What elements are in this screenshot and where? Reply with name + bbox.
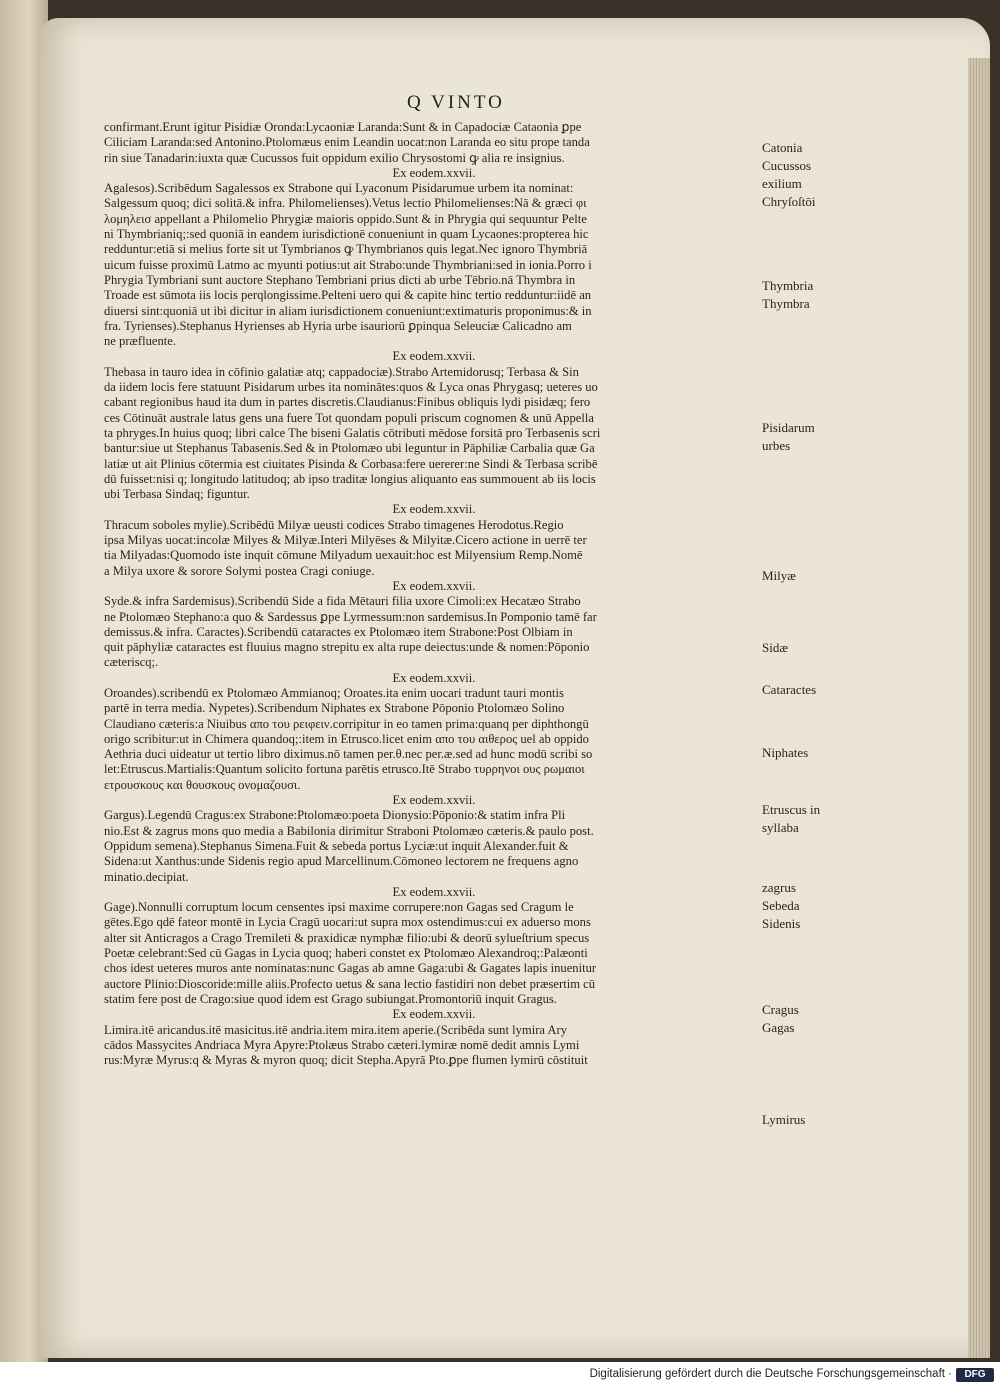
margin-note: Sidæ — [762, 640, 789, 655]
dfg-logo: DFG — [956, 1368, 994, 1382]
text-line: auctore Plinio:Dioscoride:mille aliis.Profecto uetus & sana lectio fastidiri non debet præsertim cū — [104, 976, 596, 991]
text-line: ni Thymbrianiq;:sed quoniā in eandem iurisdictionē conueniunt in quam Lycaones:propterea hic — [104, 227, 589, 242]
text-line: Thracum soboles mylie).Scribēdū Milyæ ueusti codices Strabo timagenes Herodotus.Regio — [104, 517, 564, 532]
margin-note: Lymirus — [762, 1112, 806, 1127]
margin-note: Gagas — [762, 1020, 795, 1035]
text-line: cādos Massycites Andriaca Myra Apyre:Ptolæus Strabo cæteri.lymiræ nomē dedit amnis Lymi — [104, 1037, 580, 1052]
text-line: uicum fuisse proximū Latmo ac myunti potius:ut ait Strabo:unde Thymbriani:sed in ionia.Porro i — [104, 257, 592, 272]
text-line: minatio.decipiat. — [104, 869, 189, 884]
text-line: diuersi sint:quoniā ut ibi dicitur in aliam iurisdictionem conueniunt:extimaturis proponimus:& in — [104, 303, 592, 318]
margin-note: Milyæ — [762, 568, 796, 583]
text-line: ta phryges.In huius quoq; libri calce The biseni Galatis cōtributi mēdose forsitā pro Terbasenis scri — [104, 425, 601, 440]
text-line: origo scribitur:ut in Chimera quandoq;:item in Etrusco.licet enim απο του αιθερος uel ab oppido — [104, 731, 589, 746]
text-line: ces Cōtinuāt australe latus gens una fuere Tot quondam populi priscum cognomen & unū Appella — [104, 410, 594, 425]
text-line: nio.Est & zagrus mons quo media a Babilonia dirimitur Straboni Ptolomæo cæteris.& paulo post. — [104, 823, 594, 838]
text-line: quit pāphyliæ cataractes est fluuius magno strepitu ex alta rupe deiectus:unde & nomen:Pōponio — [104, 640, 590, 655]
margin-note: zagrus — [762, 880, 796, 895]
margin-note: Thymbria — [762, 278, 814, 293]
margin-note: Chryſoſtōi — [762, 194, 816, 209]
text-line: Ciliciam Laranda:sed Antonino.Ptolomæus enim Leandin uocat:non Laranda eo situ prope tanda — [104, 135, 590, 150]
text-line: ubi Terbasa Sindaq; figuntur. — [104, 487, 250, 502]
text-line: fra. Tyrienses).Stephanus Hyrienses ab Hyria urbe isauriorū ꝑpinqua Seleuciæ Calicadno am — [104, 318, 572, 333]
text-line: Gargus).Legendū Cragus:ex Strabone:Ptolomæo:poeta Dionysio:Pōponio:& statim infra Pli — [104, 808, 566, 823]
text-line: Poetæ celebrant:Sed cū Gagas in Lycia quoq; haberi constet ex Ptolomæo Alexandroq;:Palæonti — [104, 946, 588, 961]
margin-note: exilium — [762, 176, 802, 191]
text-line: Agalesos).Scribēdum Sagalessos ex Strabone qui Lyaconum Pisidarumue urbem ita nominat: — [104, 181, 574, 196]
margin-note: Catonia — [762, 140, 803, 155]
text-line: Gage).Nonnulli corruptum locum censentes ipsi maxime corrupere:non Gagas sed Cragum le — [104, 900, 574, 915]
section-heading: Ex eodem.xxvii. — [392, 793, 476, 808]
text-line: Oroandes).scribendū ex Ptolomæo Ammianoq; Oroates.ita enim uocari tradunt tauri montis — [104, 685, 564, 700]
main-text-block — [104, 120, 764, 1068]
section-heading: Ex eodem.xxvii. — [392, 165, 476, 180]
text-line: a Milya uxore & sorore Solymi postea Cragi coniuge. — [104, 563, 375, 578]
margin-note: Etruscus in — [762, 802, 821, 817]
margin-note: Niphates — [762, 745, 809, 760]
text-line: gētes.Ego qdē fateor montē in Lycia Cragū uocari:ut supra mox ostendimus:cui ex aduerso mons — [104, 915, 591, 930]
margin-note: Sidenis — [762, 916, 801, 931]
text-line: Claudiano cæteris:a Niuibus απο του ρειφειν.corripitur in eo tamen prima:quanq per diphthongū — [104, 716, 589, 731]
text-line: ne præfluente. — [104, 334, 177, 349]
text-line: partē in terra media. Nypetes).Scribendum Niphates ex Strabone Pōponio Ptolomæo Solino — [104, 701, 565, 716]
text-line: da iidem locis fere statuunt Pisidarum urbes ita nominātes:quos & Lyca onas Phrygasq; ueteres uo — [104, 380, 598, 395]
margin-note: Sebeda — [762, 898, 800, 913]
margin-note: Cataractes — [762, 682, 817, 697]
text-line: ετρουσκους και θουσκους ονομαζουσι. — [104, 777, 301, 792]
text-line: Syde.& infra Sardemisus).Scribendū Side a fida Mētauri filia uxore Cimoli:ex Hecatæo Strabo — [104, 594, 581, 609]
margin-note: Pisidarum — [762, 420, 815, 435]
margin-note: Cucussos — [762, 158, 812, 173]
text-line: demissus.& infra. Caractes).Scribendū cataractes ex Ptolomæo item Strabone:Post Olbiam in — [104, 624, 573, 639]
page-edge-stack — [968, 58, 990, 1358]
text-line: λομηλεισ appellant a Philomelio Phrygiæ maioris oppido.Sunt & in Phrygia qui sequuntur Pelte — [104, 211, 587, 226]
section-heading: Ex eodem.xxvii. — [392, 670, 476, 685]
text-line: Salgessum quoq; dici solitā.& infra. Philomelienses).Vetus lectio Philomelienses:Nā & græci φι — [104, 196, 587, 211]
section-heading: Ex eodem.xxvii. — [392, 349, 476, 364]
text-line: cæteriscq;. — [104, 655, 159, 670]
text-line: ipsa Milyas uocat:incolæ Milyes & Milyæ.Interi Milyēses & Milyitæ.Cicero actione in uerrē ter — [104, 533, 587, 548]
section-heading: Ex eodem.xxvii. — [392, 1007, 476, 1022]
running-heading: Q VINTO — [407, 92, 505, 113]
text-line: Troade est sūmota iis locis perqlongissime.Pelteni uero qui & capite hinc tertio redduntur:iidē an — [104, 288, 592, 303]
text-line: Thebasa in tauro idea in cōfinio galatiæ atq; cappadociæ).Strabo Artemidorusq; Terbasa & Sin — [104, 364, 579, 379]
text-line: cabant regionibus haud ita dum in partes discretis.Claudianus:Finibus obliquis lydi pisidæq; fero — [104, 395, 591, 410]
section-heading: Ex eodem.xxvii. — [392, 578, 476, 593]
margin-note: Thymbra — [762, 296, 810, 311]
text-line: statim fere post de Crago:siue quod idem est Grago subiungat.Promontoriū inquit Gragus. — [104, 991, 557, 1006]
text-line: let:Etruscus.Martialis:Quantum solicito fortuna parētis etrusco.Itē Strabo τυρρηνοι ους ρωμαιοι — [104, 762, 585, 777]
footer-bar — [0, 1362, 1000, 1388]
text-line: rin siue Tanadarin:iuxta quæ Cucussos fuit oppidum exilio Chrysostomi ꝙ alia re insignius. — [104, 150, 565, 165]
text-line: Aethria duci uideatur ut tertio libro diximus.nō tamen per.θ.nec per.æ.sed ad hunc modū scribi so — [104, 747, 593, 762]
text-line: latiæ ut ait Plinius cōtermia est ciuitates Pisinda & Corbasa:fere uererer:ne Sindi & Terbasa scribē — [104, 456, 598, 471]
text-line: Oppidum semena).Stephanus Simena.Fuit & sebeda portus Lyciæ:ut inquit Alexander.fuit & — [104, 838, 569, 853]
text-line: tia Milyadas:Quomodo iste inquit cōmune Milyadum uexauit:hoc est Milyensium Remp.Nomē — [104, 548, 583, 563]
margin-note: Cragus — [762, 1002, 799, 1017]
text-line: Limira.itē aricandus.itē masicitus.itē andria.item mira.item aperie.(Scribēda sunt lymira Ary — [104, 1022, 568, 1037]
text-line: ne Ptolomæo Stephano:a quo & Sardessus ꝑpe Lyrmessum:non sardemisus.In Pomponio tamē far — [104, 609, 597, 624]
text-line: dū fuisset:nisi q; longitudo latitudoq; ab ipso traditæ longius aliquanto eas summouent ab iis locis — [104, 471, 596, 486]
text-line: Phrygia Tymbriani sunt auctore Stephano Tembriani prius dicti ab urbe Tēbrio.nā Thymbra in — [104, 272, 576, 287]
margin-note: urbes — [762, 438, 791, 453]
margin-note: syllaba — [762, 820, 799, 835]
text-line: redduntur:etiā si melius forte sit ut Tymbrianos ꝙ Thymbrianos quis legat.Nec ignoro Thymbriā — [104, 242, 588, 257]
funding-note: Digitalisierung gefördert durch die Deutsche Forschungsgemeinschaft · — [589, 1368, 952, 1380]
section-heading: Ex eodem.xxvii. — [392, 884, 476, 899]
section-heading: Ex eodem.xxvii. — [392, 502, 476, 517]
text-line: alter sit Anticragos a Crago Tremileti & praxidicæ nymphæ filio:ubi & deorū sylueſtrium specus — [104, 930, 590, 945]
text-line: rus:Myræ Myrus:q & Myras & myron quoq; dicit Stepha.Apyrā Pto.ꝑpe flumen lymirū cōstituit — [104, 1053, 588, 1068]
text-line: bantur:siue ut Stephanus Tabasenis.Sed & in Ptolomæo ubi leguntur in Pāphiliæ Carbalia quæ Ga — [104, 441, 595, 456]
text-line: chos idest ueteres muros ante nominatas:nunc Gagas ab amne Gaga:ubi & Gagates lapis inuenitur — [104, 961, 597, 976]
text-line: Sidena:ut Xanthus:unde Sidenis regio apud Marcellinum.Cōmoneo lectorem ne frequens agno — [104, 854, 579, 869]
text-line: confirmant.Erunt igitur Pisidiæ Oronda:Lycaoniæ Laranda:Sunt & in Capadociæ Cataonia ꝑpe — [104, 120, 582, 134]
